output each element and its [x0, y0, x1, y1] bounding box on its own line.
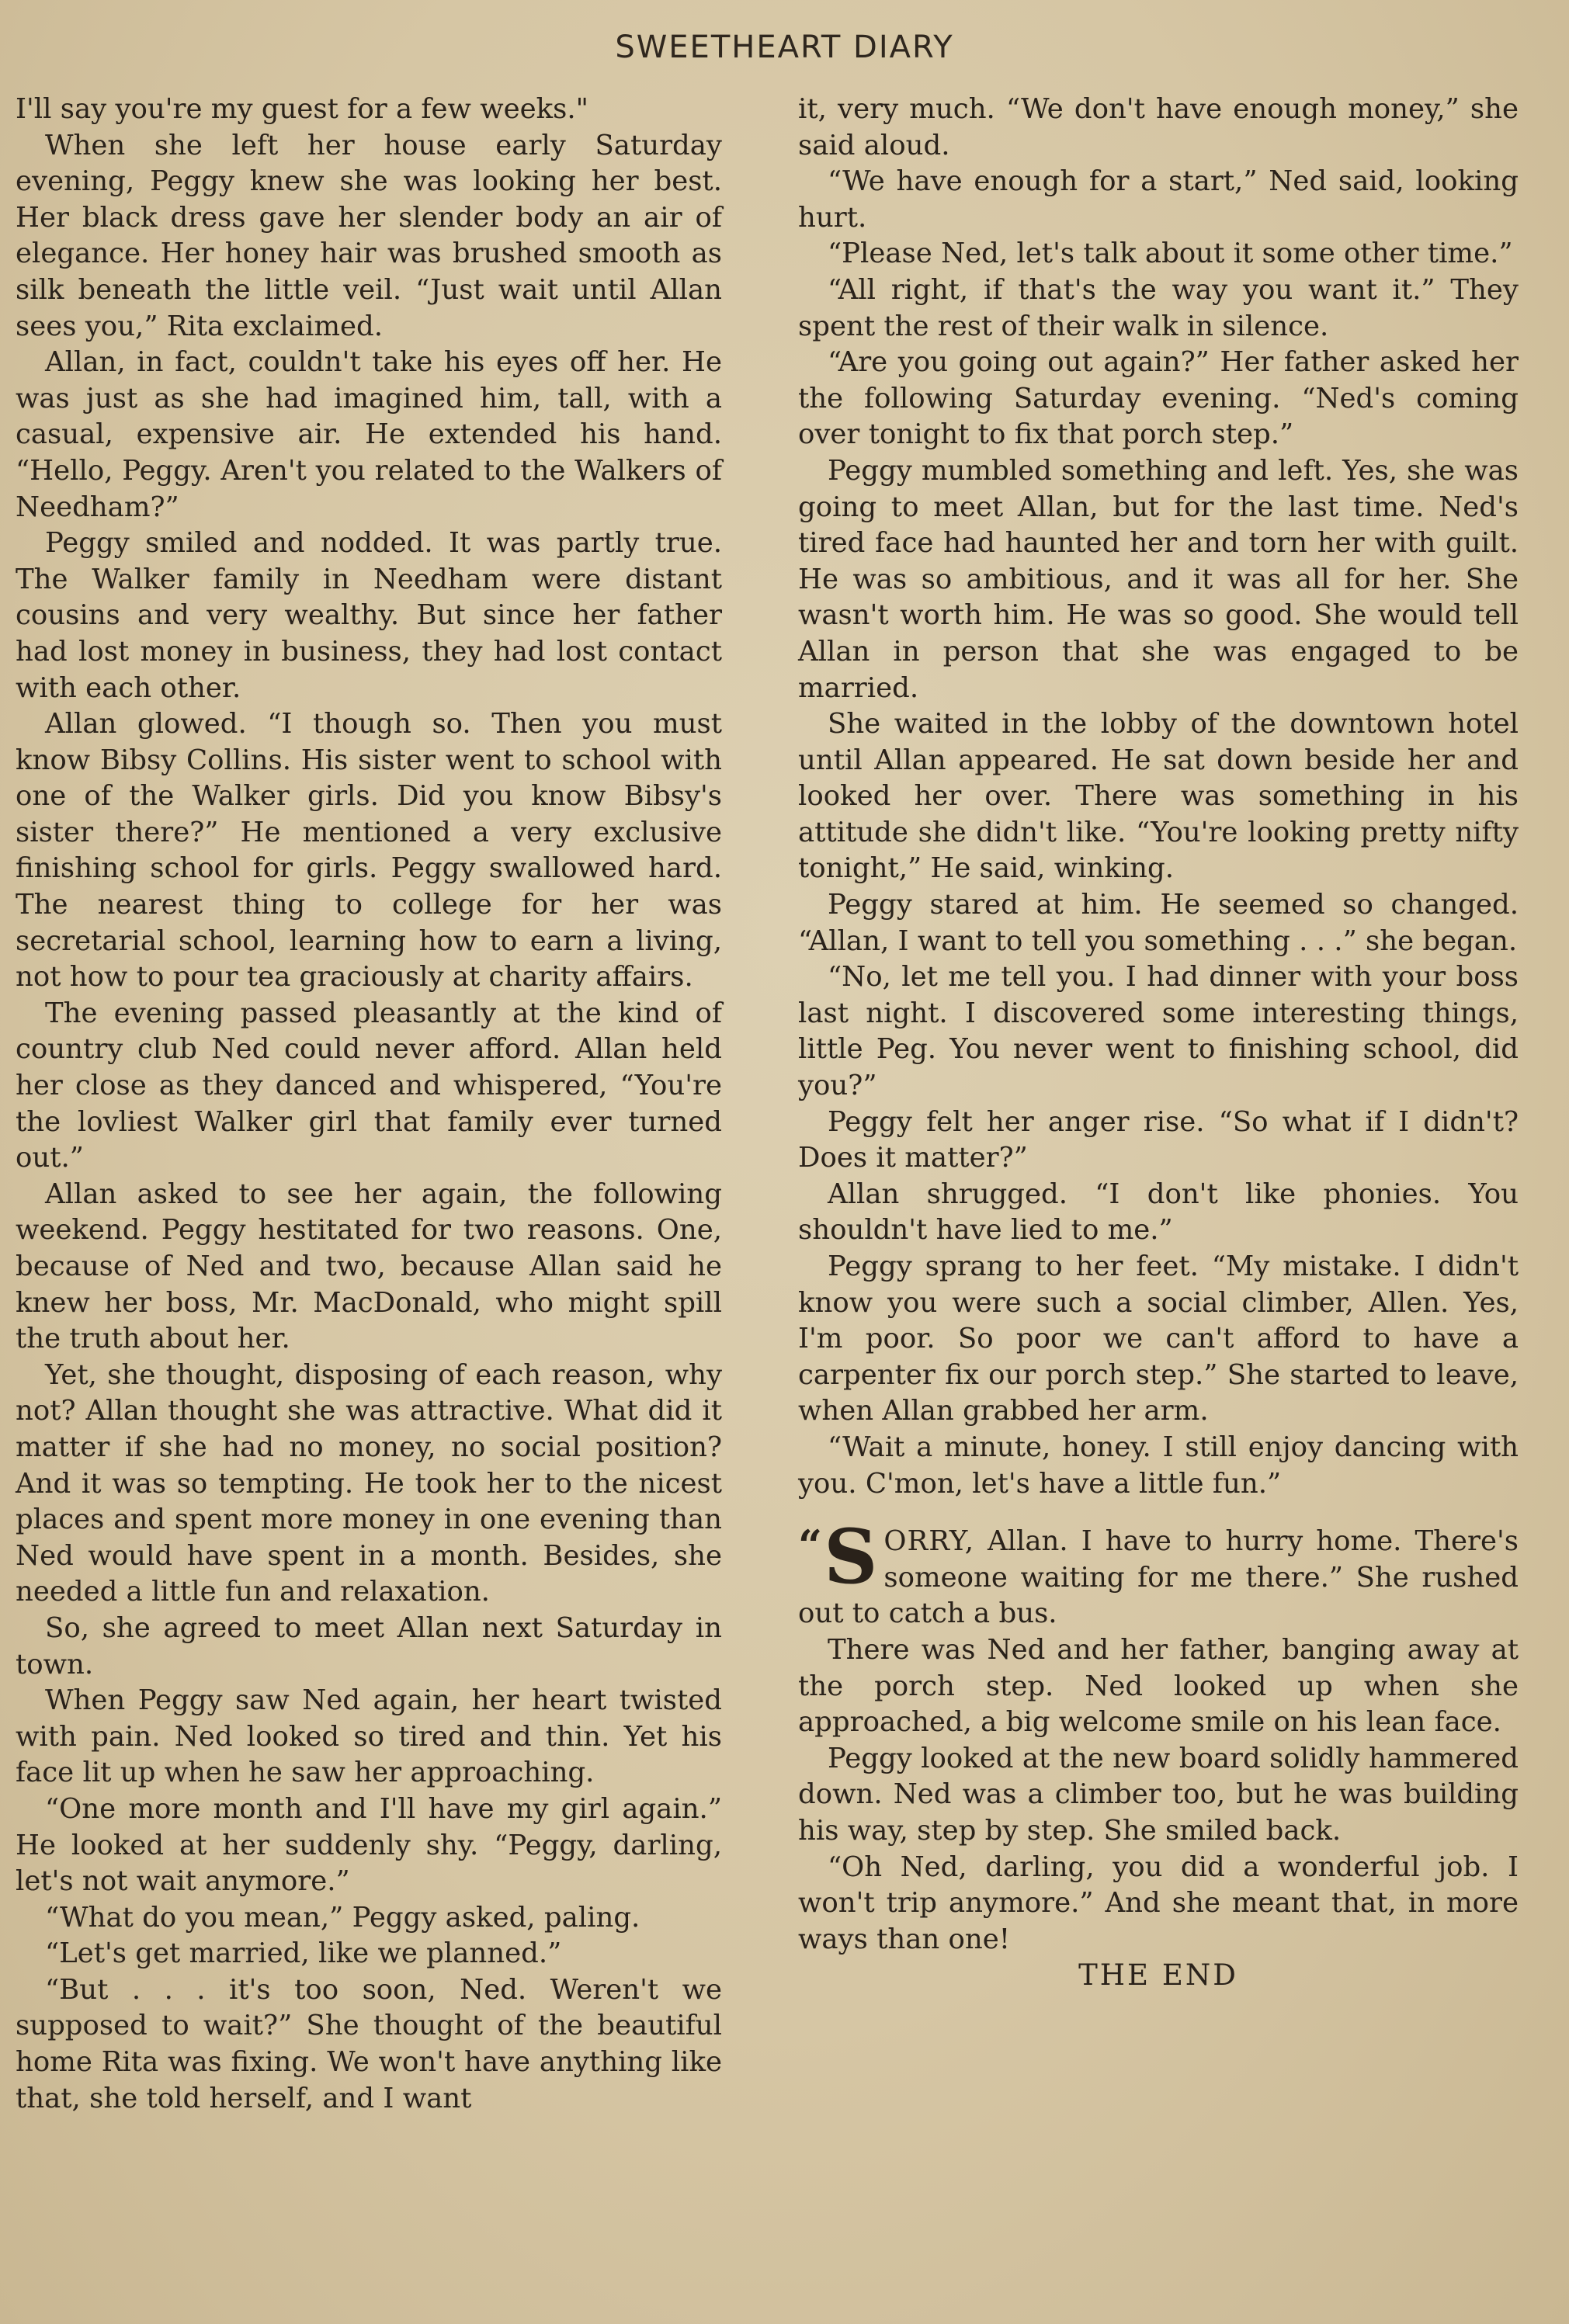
paragraph: “All right, if that's the way you want it.” They spent the rest of their walk in silence. — [798, 273, 1519, 342]
magazine-title: SWEETHEART DIARY — [615, 29, 954, 65]
left-column — [16, 92, 722, 2117]
paragraph: “What do you mean,” Peggy asked, paling. — [45, 1901, 640, 1934]
paragraph: “No, let me tell you. I had dinner with your boss last night. I discovered some interesting things, little Peg. You never went to finishing school, did you?” — [798, 961, 1519, 1102]
paragraph: Yet, she thought, disposing of each reason, why not? Allan thought she was attractive. What did it matter if she had no money, no social position? And it was so tempting. He took her to the nicest places and spent more money in one evening than Ned would have spent in a month. Besides, she needed a little fun and relaxation. — [16, 1358, 722, 1608]
paragraph: “Oh Ned, darling, you did a wonderful job. I won't trip anymore.” And she meant that, in more ways than one! — [798, 1851, 1519, 1955]
dropcap-letter: S — [824, 1513, 878, 1601]
paragraph: “Please Ned, let's talk about it some other time.” — [828, 238, 1513, 270]
section-break — [798, 1502, 1519, 1524]
paragraph: So, she agreed to meet Allan next Saturday in town. — [16, 1611, 722, 1681]
right-column — [798, 92, 1519, 1994]
dropcap-text: Allan. I have to hurry home. There's someone waiting for me there.” She rushed out to catch a bus. — [798, 1525, 1519, 1630]
the-end: THE END — [1078, 1958, 1238, 1993]
paragraph: it, very much. “We don't have enough money,” she said aloud. — [798, 93, 1519, 161]
paragraph: I'll say you're my guest for a few weeks." — [16, 93, 588, 125]
dropcap — [798, 1513, 878, 1601]
paragraph: There was Ned and her father, banging away at the porch step. Ned looked up when she approached, a big welcome smile on his lean face. — [798, 1633, 1519, 1739]
paragraph: “But . . . it's too soon, Ned. Weren't we supposed to wait?” She thought of the beautiful home Rita was fixing. We won't have anything like that, she told herself, and I want — [16, 1973, 722, 2114]
paragraph: Peggy smiled and nodded. It was partly true. The Walker family in Needham were distant cousins and very wealthy. But since her father had lost money in business, they had lost contact with each other. — [16, 527, 722, 704]
paragraph: Peggy sprang to her feet. “My mistake. I didn't know you were such a social climber, Allen. Yes, I'm poor. So poor we can't afford to have a carpenter fix our porch step.” She started to leave, when Allan grabbed her arm. — [798, 1250, 1519, 1427]
paragraph: Peggy looked at the new board solidly hammered down. Ned was a climber too, but he was building his way, step by step. She smiled back. — [798, 1742, 1519, 1847]
paragraph: Allan shrugged. “I don't like phonies. You shouldn't have lied to me.” — [798, 1178, 1519, 1247]
paragraph: “One more month and I'll have my girl again.” He looked at her suddenly shy. “Peggy, darling, let's not wait anymore.” — [16, 1792, 722, 1898]
dropcap-caps: ORRY, — [883, 1525, 975, 1558]
paragraph: Allan glowed. “I though so. Then you must know Bibsy Collins. His sister went to school with one of the Walker girls. Did you know Bibsy's sister there?” He mentioned a very exclusive finishing school for girls. Peggy swallowed hard. The nearest thing to college for her was secretarial school, learning how to earn a living, not how to pour tea graciously at charity affairs. — [16, 708, 722, 994]
paragraph: “Are you going out again?” Her father asked her the following Saturday evening. “Ned's coming over tonight to fix that porch step.” — [798, 346, 1519, 451]
paragraph: “Wait a minute, honey. I still enjoy dancing with you. C'mon, let's have a little fun.” — [798, 1431, 1519, 1500]
paragraph: “We have enough for a start,” Ned said, looking hurt. — [798, 165, 1519, 234]
dropcap-quote: “ — [798, 1521, 823, 1571]
paragraph: The evening passed pleasantly at the kind of country club Ned could never afford. Allan held her close as they danced and whispered, “You're the lovliest Walker girl that family ever turned out.” — [16, 997, 722, 1174]
paragraph: When Peggy saw Ned again, her heart twisted with pain. Ned looked so tired and thin. Yet his face lit up when he saw her approaching. — [16, 1684, 722, 1789]
dropcap-paragraph — [798, 1513, 1519, 1632]
paragraph: Peggy felt her anger rise. “So what if I didn't? Does it matter?” — [798, 1105, 1519, 1174]
paragraph: Peggy stared at him. He seemed so changed. “Allan, I want to tell you something . . .” she began. — [798, 889, 1519, 957]
paragraph: She waited in the lobby of the downtown hotel until Allan appeared. He sat down beside her and looked her over. There was something in his attitude she didn't like. “You're looking pretty nifty tonight,” He said, winking. — [798, 708, 1519, 885]
paragraph: Peggy mumbled something and left. Yes, she was going to meet Allan, but for the last time. Ned's tired face had haunted her and torn her with guilt. He was so ambitious, and it was all for her. She wasn't worth him. He was so good. She would tell Allan in person that she was engaged to be married. — [798, 454, 1519, 704]
paragraph: Allan, in fact, couldn't take his eyes off her. He was just as she had imagined him, tall, with a casual, expensive air. He extended his hand. “Hello, Peggy. Aren't you related to the Walkers of Needham?” — [16, 346, 722, 523]
paragraph: When she left her house early Saturday evening, Peggy knew she was looking her best. Her black dress gave her slender body an air of elegance. Her honey hair was brushed smooth as silk beneath the little veil. “Just wait until Allan sees you,” Rita exclaimed. — [16, 129, 722, 342]
paragraph: “Let's get married, like we planned.” — [45, 1937, 562, 1970]
paragraph: Allan asked to see her again, the following weekend. Peggy hestitated for two reasons. One, because of Ned and two, because Allan said he knew her boss, Mr. MacDonald, who might spill the truth about her. — [16, 1178, 722, 1355]
